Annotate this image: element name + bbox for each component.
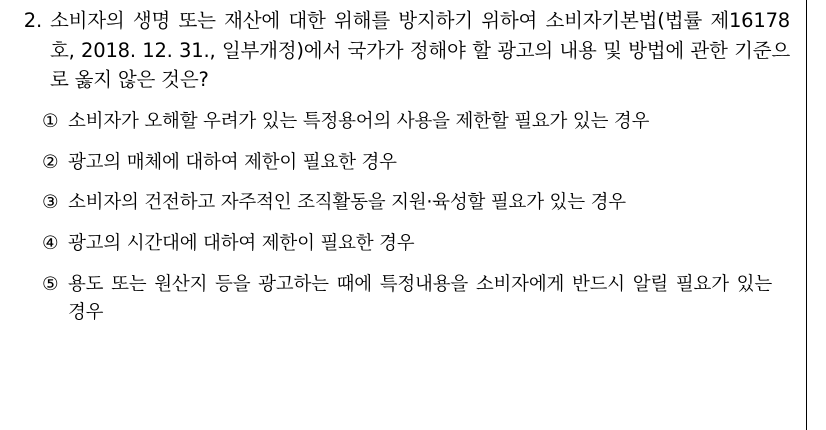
choice-marker: ⑤	[42, 273, 59, 295]
choice-text: 소비자가 오해할 우려가 있는 특정용어의 사용을 제한할 필요가 있는 경우	[68, 110, 650, 132]
choice-marker: ①	[42, 110, 59, 132]
choice-text: 소비자의 건전하고 자주적인 조직활동을 지원·육성할 필요가 있는 경우	[68, 192, 626, 214]
choice-marker: ④	[42, 233, 59, 255]
choice-text: 광고의 매체에 대하여 제한이 필요한 경우	[68, 151, 397, 173]
choice-text: 용도 또는 원산지 등을 광고하는 때에 특정내용을 소비자에게 반드시 알릴 필요가 있는 경우	[68, 273, 772, 323]
question-stem	[20, 6, 790, 95]
question-stem-text: 소비자의 생명 또는 재산에 대한 위해를 방지하기 위하여 소비자기본법(법률 제16178호, 2018. 12. 31., 일부개정)에서 국가가 정해야 할 광고의 내용 및 방법에 관한 기준으로 옳지 않은 것은?	[50, 9, 790, 92]
list-item[interactable]	[20, 149, 790, 177]
question-block	[20, 6, 790, 326]
list-item[interactable]	[20, 230, 790, 258]
question-number: 2.	[23, 9, 42, 32]
choice-text: 광고의 시간대에 대하여 제한이 필요한 경우	[68, 233, 415, 255]
choice-list	[20, 108, 790, 327]
list-item[interactable]	[20, 189, 790, 217]
choice-marker: ③	[42, 192, 59, 214]
choice-marker: ②	[42, 151, 59, 173]
list-item[interactable]	[20, 108, 790, 136]
list-item[interactable]	[20, 271, 790, 327]
column-divider-rule	[806, 0, 807, 430]
